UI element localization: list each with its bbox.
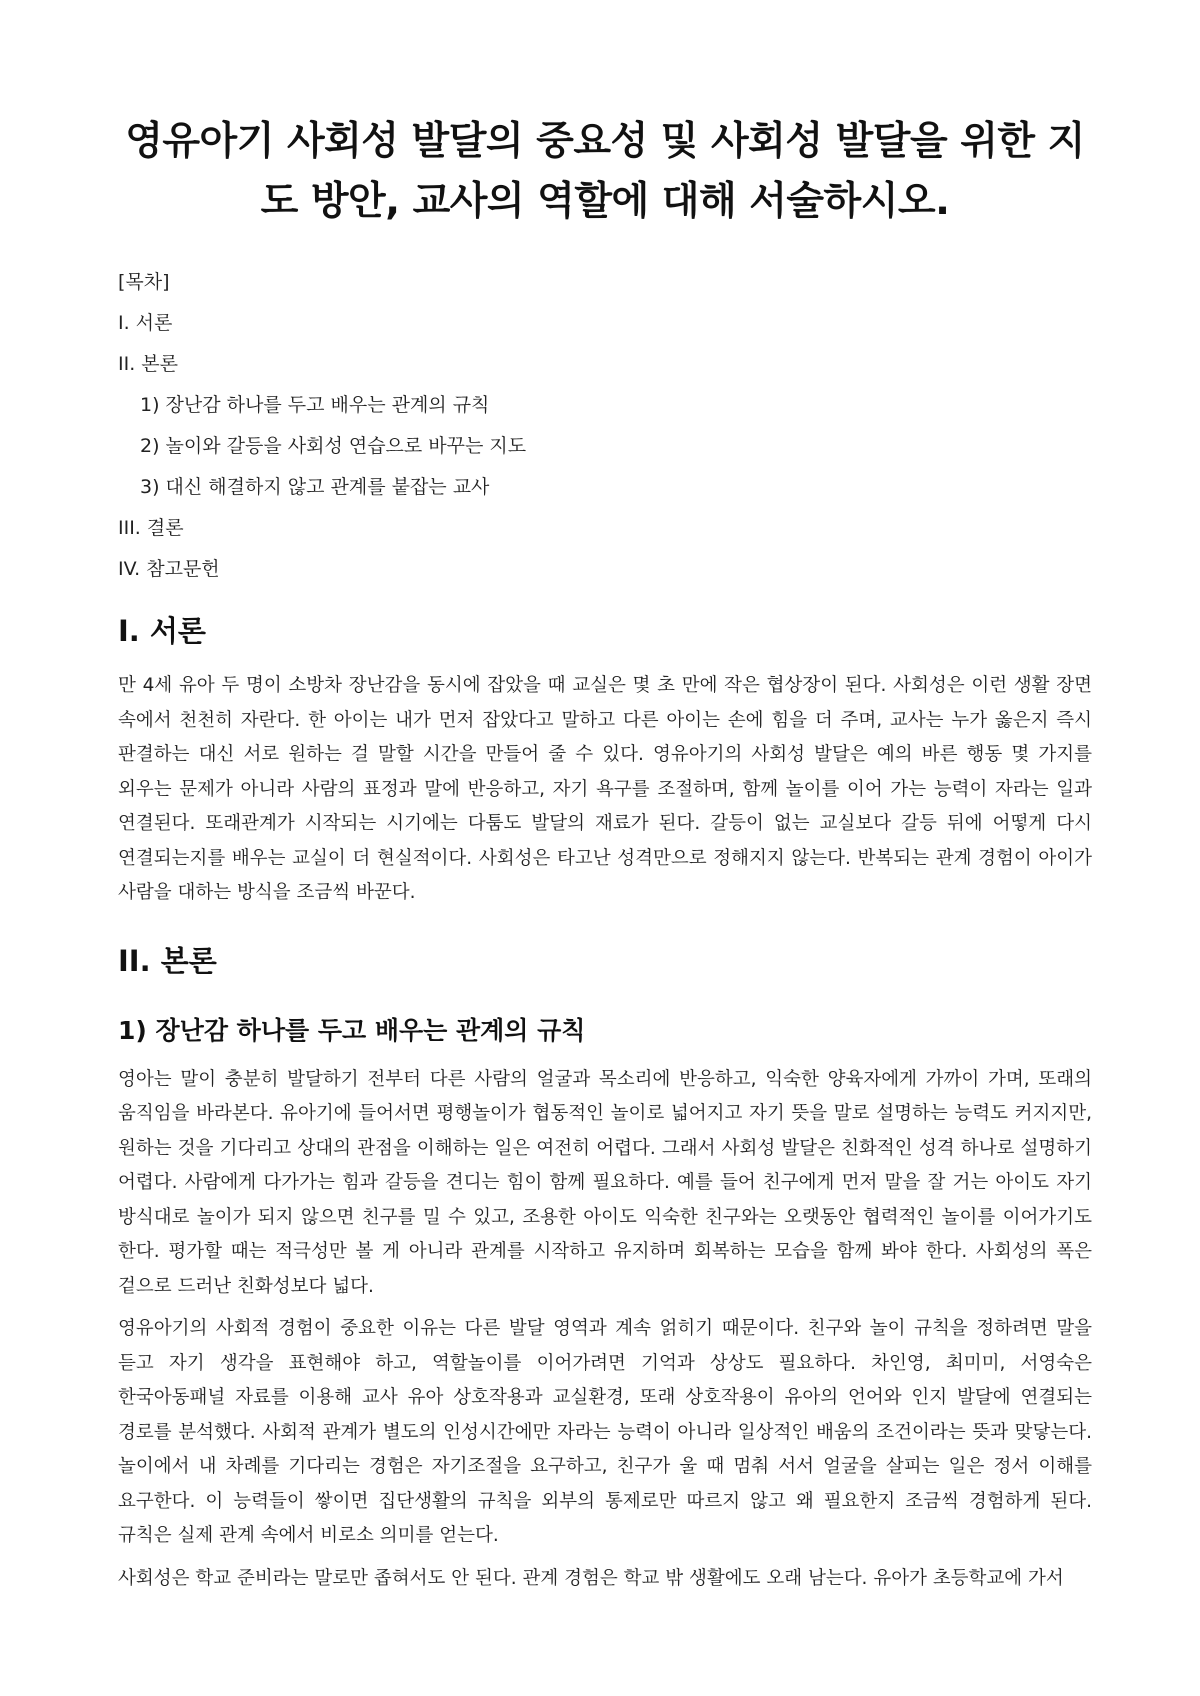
toc-item-body: II. 본론 bbox=[118, 353, 178, 375]
section-heading-intro: I. 서론 bbox=[118, 614, 206, 648]
document-title: 영유아기 사회성 발달의 중요성 및 사회성 발달을 위한 지도 방안, 교사의 역할에 대해 서술하시오. bbox=[125, 119, 1085, 224]
toc-heading: [목차] bbox=[118, 271, 170, 293]
body-paragraph-1: 영아는 말이 충분히 발달하기 전부터 다른 사람의 얼굴과 목소리에 반응하고, 익숙한 양육자에게 가까이 가며, 또래의 움직임을 바라본다. 유아기에 들어서면 평행놀이가 협동적인 놀이로 넓어지고 자기 뜻을 말로 설명하는 능력도 커지지만, 원하는 것을 기다리고 상대의 관점을 이해하는 일은 여전히 어렵다. 그래서 사회성 발달은 친화적인 성격 하나로 설명하기 어렵다. 사람에게 다가가는 힘과 갈등을 견디는 힘이 함께 필요하다. 예를 들어 친구에게 먼저 말을 잘 거는 아이도 자기 방식대로 놀이가 되지 않으면 친구를 밀 수 있고, 조용한 아이도 익숙한 친구와는 오랫동안 협력적인 놀이를 이어가기도 한다. 평가할 때는 적극성만 볼 게 아니라 관계를 시작하고 유지하며 회복하는 모습을 함께 봐야 한다. 사회성의 폭은 겉으로 드러난 친화성보다 넓다. bbox=[118, 1068, 1093, 1297]
toc-item-intro: I. 서론 bbox=[118, 312, 173, 334]
toc-item-body-3: 3) 대신 해결하지 않고 관계를 붙잡는 교사 bbox=[140, 476, 490, 498]
body-paragraph-3: 사회성은 학교 준비라는 말로만 좁혀서도 안 된다. 관계 경험은 학교 밖 생활에도 오래 남는다. 유아가 초등학교에 가서 bbox=[118, 1567, 1064, 1589]
toc-item-conclusion: III. 결론 bbox=[118, 517, 184, 539]
table-of-contents bbox=[118, 270, 1092, 581]
toc-item-references: IV. 참고문헌 bbox=[118, 558, 220, 580]
section-heading-body: II. 본론 bbox=[118, 943, 217, 978]
toc-item-body-2: 2) 놀이와 갈등을 사회성 연습으로 바꾸는 지도 bbox=[140, 435, 527, 457]
subsection-heading-1: 1) 장난감 하나를 두고 배우는 관계의 규칙 bbox=[118, 1015, 586, 1045]
body-paragraph-2: 영유아기의 사회적 경험이 중요한 이유는 다른 발달 영역과 계속 얽히기 때문이다. 친구와 놀이 규칙을 정하려면 말을 듣고 자기 생각을 표현해야 하고, 역할놀이를 이어가려면 기억과 상상도 필요하다. 차인영, 최미미, 서영숙은 한국아동패널 자료를 이용해 교사 유아 상호작용과 교실환경, 또래 상호작용이 유아의 언어와 인지 발달에 연결되는 경로를 분석했다. 사회적 관계가 별도의 인성시간에만 자라는 능력이 아니라 일상적인 배움의 조건이라는 뜻과 맞닿는다. 놀이에서 내 차례를 기다리는 경험은 자기조절을 요구하고, 친구가 울 때 멈춰 서서 얼굴을 살피는 일은 정서 이해를 요구한다. 이 능력들이 쌓이면 집단생활의 규칙을 외부의 통제로만 따르지 않고 왜 필요한지 조금씩 경험하게 된다. 규칙은 실제 관계 속에서 비로소 의미를 얻는다. bbox=[118, 1318, 1092, 1546]
intro-paragraph: 만 4세 유아 두 명이 소방차 장난감을 동시에 잡았을 때 교실은 몇 초 만에 작은 협상장이 된다. 사회성은 이런 생활 장면 속에서 천천히 자란다. 한 아이는 내가 먼저 잡았다고 말하고 다른 아이는 손에 힘을 더 주며, 교사는 누가 옳은지 즉시 판결하는 대신 서로 원하는 걸 말할 시간을 만들어 줄 수 있다. 영유아기의 사회성 발달은 예의 바른 행동 몇 가지를 외우는 문제가 아니라 사람의 표정과 말에 반응하고, 자기 욕구를 조절하며, 함께 놀이를 이어 가는 능력이 자라는 일과 연결된다. 또래관계가 시작되는 시기에는 다툼도 발달의 재료가 된다. 갈등이 없는 교실보다 갈등 뒤에 어떻게 다시 연결되는지를 배우는 교실이 더 현실적이다. 사회성은 타고난 성격만으로 정해지지 않는다. 반복되는 관계 경험이 아이가 사람을 대하는 방식을 조금씩 바꾼다. bbox=[118, 675, 1092, 903]
toc-item-body-1: 1) 장난감 하나를 두고 배우는 관계의 규칙 bbox=[140, 394, 490, 416]
